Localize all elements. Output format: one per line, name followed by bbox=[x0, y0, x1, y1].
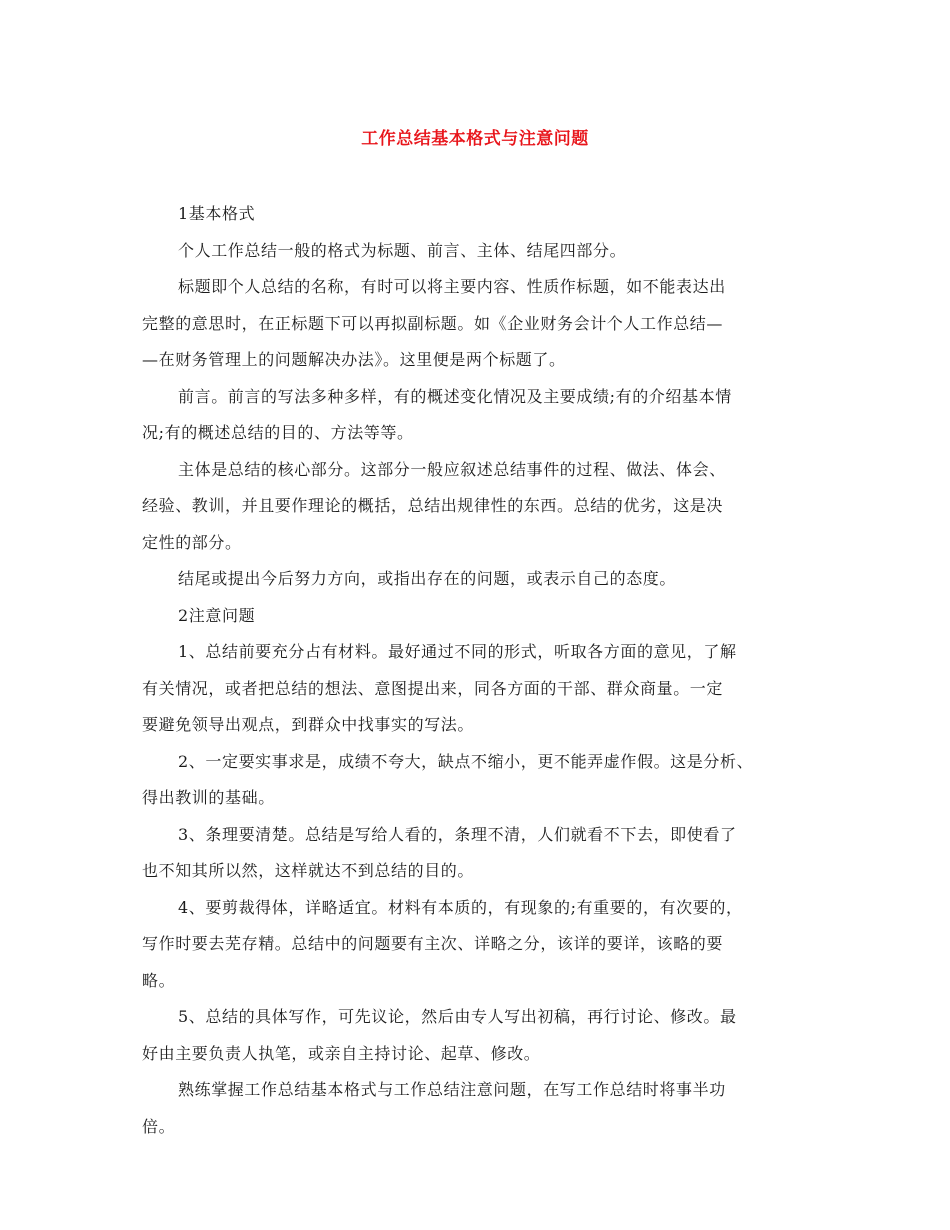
body-line: 写作时要去芜存精。总结中的问题要有主次、详略之分，该详的要详，该略的要 bbox=[142, 934, 724, 953]
document-title: 工作总结基本格式与注意问题 bbox=[361, 129, 589, 149]
body-line: 倍。 bbox=[142, 1116, 176, 1136]
body-line: 5、总结的具体写作，可先议论，然后由专人写出初稿，再行讨论、修改。最 bbox=[178, 1007, 737, 1026]
body-line: 略。 bbox=[142, 970, 176, 990]
body-line: 况;有的概述总结的目的、方法等等。 bbox=[142, 423, 414, 442]
body-line: 有关情况，或者把总结的想法、意图提出来，同各方面的干部、群众商量。一定 bbox=[142, 678, 724, 698]
body-line: 4、要剪裁得体，详略适宜。材料有本质的，有现象的;有重要的，有次要的， bbox=[178, 897, 743, 917]
body-line: 2注意问题 bbox=[178, 605, 256, 625]
body-line: 经验、教训，并且要作理论的概括，总结出规律性的东西。总结的优劣，这是决 bbox=[142, 496, 724, 515]
body-line: 1基本格式 bbox=[178, 204, 256, 223]
body-line: 个人工作总结一般的格式为标题、前言、主体、结尾四部分。 bbox=[178, 240, 627, 260]
body-line: 得出教训的基础。 bbox=[142, 788, 275, 807]
body-line: 也不知其所以然，这样就达不到总结的目的。 bbox=[142, 861, 475, 880]
body-line: 3、条理要清楚。总结是写给人看的，条理不清，人们就看不下去，即使看了 bbox=[178, 824, 737, 844]
body-line: 结尾或提出今后努力方向，或指出存在的问题，或表示自己的态度。 bbox=[178, 569, 677, 588]
body-line: 2、一定要实事求是，成绩不夸大，缺点不缩小，更不能弄虚作假。这是分析、 bbox=[178, 751, 754, 771]
body-line: —在财务管理上的问题解决办法》。这里便是两个标题了。 bbox=[142, 350, 566, 369]
body-line: 熟练掌握工作总结基本格式与工作总结注意问题，在写工作总结时将事半功 bbox=[178, 1080, 726, 1099]
body-line: 完整的意思时，在正标题下可以再拟副标题。如《企业财务会计个人工作总结— bbox=[142, 313, 724, 333]
body-line: 要避免领导出观点，到群众中找事实的写法。 bbox=[142, 715, 475, 734]
body-line: 定性的部分。 bbox=[142, 532, 242, 552]
body-line: 标题即个人总结的名称，有时可以将主要内容、性质作标题，如不能表达出 bbox=[178, 277, 726, 296]
body-line: 1、总结前要充分占有材料。最好通过不同的形式，听取各方面的意见，了解 bbox=[178, 642, 737, 661]
body-line: 主体是总结的核心部分。这部分一般应叙述总结事件的过程、做法、体会、 bbox=[178, 459, 726, 479]
document-body bbox=[142, 196, 810, 1145]
body-line: 好由主要负责人执笔，或亲自主持讨论、起草、修改。 bbox=[142, 1043, 541, 1063]
body-line: 前言。前言的写法多种多样，有的概述变化情况及主要成绩;有的介绍基本情 bbox=[178, 386, 732, 406]
